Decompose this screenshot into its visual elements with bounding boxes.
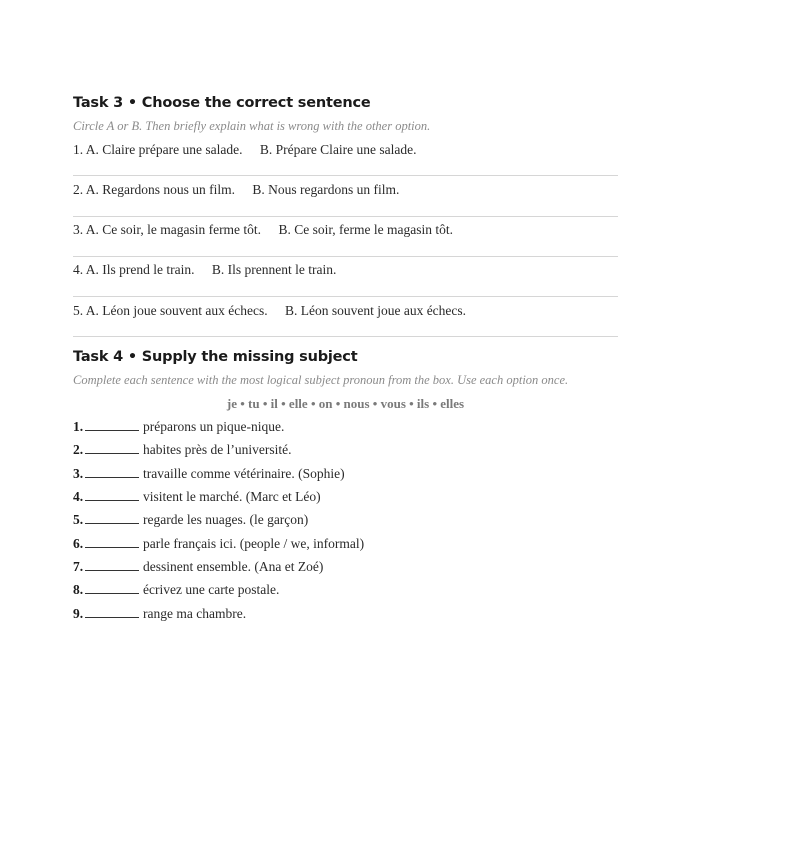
item-text: dessinent ensemble. (Ana et Zoé) xyxy=(143,559,324,574)
task3-item xyxy=(73,142,618,182)
option-a[interactable]: A. Ils prend le train. xyxy=(85,262,195,277)
item-number: 1. xyxy=(73,142,84,157)
answer-blank[interactable] xyxy=(85,511,139,524)
item-text: habites près de l’université. xyxy=(143,442,292,457)
task3-item-text xyxy=(73,303,466,319)
task3-item xyxy=(73,303,618,343)
task4-item xyxy=(73,465,345,483)
item-number: 3. xyxy=(73,222,84,237)
item-text: parle français ici. (people / we, informal) xyxy=(143,536,365,551)
option-a[interactable]: A. Claire prépare une salade. xyxy=(85,142,243,157)
task4-item xyxy=(73,488,321,506)
item-number: 1. xyxy=(73,419,84,434)
item-text: range ma chambre. xyxy=(143,606,247,621)
task4-item xyxy=(73,441,291,459)
item-number: 2. xyxy=(73,182,84,197)
task4-item xyxy=(73,581,279,599)
answer-line[interactable] xyxy=(73,336,618,337)
task4-item xyxy=(73,535,364,553)
item-number: 4. xyxy=(73,262,84,277)
word-box: je • tu • il • elle • on • nous • vous • ils • elles xyxy=(226,396,465,411)
task4-item xyxy=(73,418,284,436)
answer-line[interactable] xyxy=(73,216,618,217)
answer-blank[interactable] xyxy=(85,465,139,478)
item-text: visitent le marché. (Marc et Léo) xyxy=(143,489,321,504)
item-number: 2. xyxy=(73,442,84,457)
item-number: 5. xyxy=(73,512,84,527)
item-number: 6. xyxy=(73,536,84,551)
task4-instruction: Complete each sentence with the most logical subject pronoun from the box. Use each option once. xyxy=(73,373,569,387)
item-text: regarde les nuages. (le garçon) xyxy=(143,512,309,527)
answer-blank[interactable] xyxy=(85,535,139,548)
task4-item xyxy=(73,558,323,576)
answer-blank[interactable] xyxy=(85,605,139,618)
option-a[interactable]: A. Regardons nous un film. xyxy=(85,182,236,197)
task3-item-text xyxy=(73,142,417,158)
answer-line[interactable] xyxy=(73,256,618,257)
item-text: écrivez une carte postale. xyxy=(143,582,280,597)
answer-line[interactable] xyxy=(73,296,618,297)
answer-blank[interactable] xyxy=(85,488,139,501)
item-number: 4. xyxy=(73,489,84,504)
item-text: préparons un pique-nique. xyxy=(143,419,285,434)
option-b[interactable]: B. Nous regardons un film. xyxy=(252,182,400,197)
task3-instruction: Circle A or B. Then briefly explain what is wrong with the other option. xyxy=(73,119,431,133)
option-b[interactable]: B. Ils prennent le train. xyxy=(211,262,337,277)
item-number: 7. xyxy=(73,559,84,574)
task3-item-text xyxy=(73,262,336,278)
item-number: 9. xyxy=(73,606,84,621)
option-b[interactable]: B. Prépare Claire une salade. xyxy=(259,142,417,157)
task3-item xyxy=(73,222,618,262)
answer-blank[interactable] xyxy=(85,418,139,431)
task4-title: Task 4 • Supply the missing subject xyxy=(73,349,358,365)
item-number: 8. xyxy=(73,582,84,597)
task4-item xyxy=(73,511,308,529)
answer-blank[interactable] xyxy=(85,441,139,454)
task3-item xyxy=(73,182,618,222)
item-text: travaille comme vétérinaire. (Sophie) xyxy=(143,466,345,481)
option-b[interactable]: B. Léon souvent joue aux échecs. xyxy=(284,303,467,318)
task3-item xyxy=(73,262,618,302)
task3-title: Task 3 • Choose the correct sentence xyxy=(73,95,371,111)
task4-item xyxy=(73,605,246,623)
option-a[interactable]: A. Léon joue souvent aux échecs. xyxy=(85,303,268,318)
item-number: 5. xyxy=(73,303,84,318)
task3-item-text xyxy=(73,182,399,198)
task3-item-text xyxy=(73,222,453,238)
option-a[interactable]: A. Ce soir, le magasin ferme tôt. xyxy=(85,222,262,237)
answer-blank[interactable] xyxy=(85,558,139,571)
answer-blank[interactable] xyxy=(85,581,139,594)
option-b[interactable]: B. Ce soir, ferme le magasin tôt. xyxy=(278,222,453,237)
answer-line[interactable] xyxy=(73,175,618,176)
item-number: 3. xyxy=(73,466,84,481)
